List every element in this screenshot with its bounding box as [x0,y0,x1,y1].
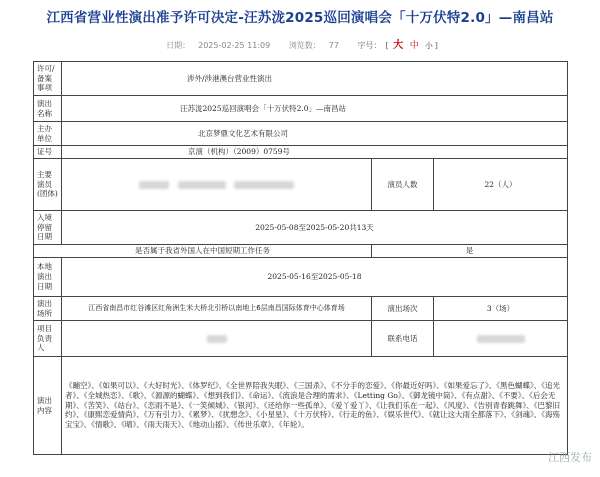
publish-date: 日期： 2025-02-25 11:09 [166,41,271,50]
value-foreign-task: 是 [372,245,568,258]
label-foreign-task: 是否属于我省外国人在中国短期工作任务 [34,245,372,258]
value-venue: 江西省南昌市红谷滩区红角洲生米大桥北引桥以南地上6层南昌国际体育中心体育场 [62,297,372,321]
value-show-date: 2025-05-16至2025-05-18 [62,258,568,297]
article-meta [0,36,600,51]
label-phone: 联系电话 [372,321,434,357]
font-size-small-link[interactable]: 小 [425,41,433,50]
label-performer-count: 演员人数 [372,159,434,211]
label-show-name: 演出名称 [34,96,62,122]
page-title: 江西省营业性演出准予许可决定-汪苏泷2025巡回演唱会「十万伏特2.0」—南昌站 [46,10,554,26]
value-entry-period: 2025-05-08至2025-05-20共13天 [62,211,568,245]
label-manager: 项目负责人 [34,321,62,357]
value-permit-type: 涉外/涉港澳台营业性演出 [62,62,568,96]
table-row [34,258,568,297]
table-row [34,245,568,258]
font-size-control: 字号： [ 大 中 小 ] [357,40,438,51]
table-row [34,211,568,245]
label-venue: 演出场所 [34,297,62,321]
label-show-date: 本地演出日期 [34,258,62,297]
label-performers: 主要演员(团体) [34,159,62,211]
table-row [34,357,568,455]
table-row [34,321,568,357]
label-permit-type: 许可/备案事项 [34,62,62,96]
table-row [34,159,568,211]
value-show-times: 3（场） [434,297,568,321]
value-performer-count: 22（人） [434,159,568,211]
value-cert-no: 京演（机构）（2009）0759号 [62,146,568,159]
value-content: 《蹦空》、《如果可以》、《大好时光》、《体罗纪》、《全世界陪我失眠》、《三国杀》、《不分手的恋爱》、《你最近好吗》、《如果爱忘了》、《黑色蝴蝶》、《追光者》、《全城热恋》、《歌》、《源源的蝴蝶》、《想到我们》、《命运》、《流浪是合理的需求》、《Letting Go》、《御龙镜中筒》、《有点甜》、《不要》、《后会无期》、《苦笑》、《站台》、《恋雨不是》、《一笑倾城》、《银河》、《还给你一些孤单》、《爱丫爱丫》、《让我们乐在一起》、《风度》、《告别青春跳舞》、《巴黎旧约》、《康熙恋爱情尚》、《万有引力》、《累梦》、《扰想念》、《小星星》、《十万伏特》、《行走的鱼》、《娱乐世代》、《就让这大雨全都落下》、《剑魂》、《海殇宝宝》、《情歌》、《晴》、《雨天雨天》、《地动山摇》、《传世乐章》、《年轮》。 [62,357,568,455]
table-row [34,62,568,96]
label-cert-no: 证号 [34,146,62,159]
value-organizer: 北京梦鼎文化艺术有限公司 [62,122,568,146]
label-content: 演出内容 [34,357,62,455]
view-count: 浏览数： 77 [288,41,339,50]
permit-table [33,61,568,455]
table-row [34,122,568,146]
value-show-name: 汪苏泷2025巡回演唱会「十万伏特2.0」—南昌站 [62,96,568,122]
table-row [34,146,568,159]
watermark-logo: 江西发布 [548,451,592,464]
label-show-times: 演出场次 [372,297,434,321]
table-row [34,297,568,321]
table-row [34,96,568,122]
value-performers-redacted [62,159,372,211]
font-size-large-link[interactable]: 大 [393,40,404,51]
font-size-medium-link[interactable]: 中 [409,41,419,51]
value-phone-redacted [434,321,568,357]
value-manager-redacted [62,321,372,357]
label-organizer: 主办单位 [34,122,62,146]
label-entry-period: 入境停留日期 [34,211,62,245]
